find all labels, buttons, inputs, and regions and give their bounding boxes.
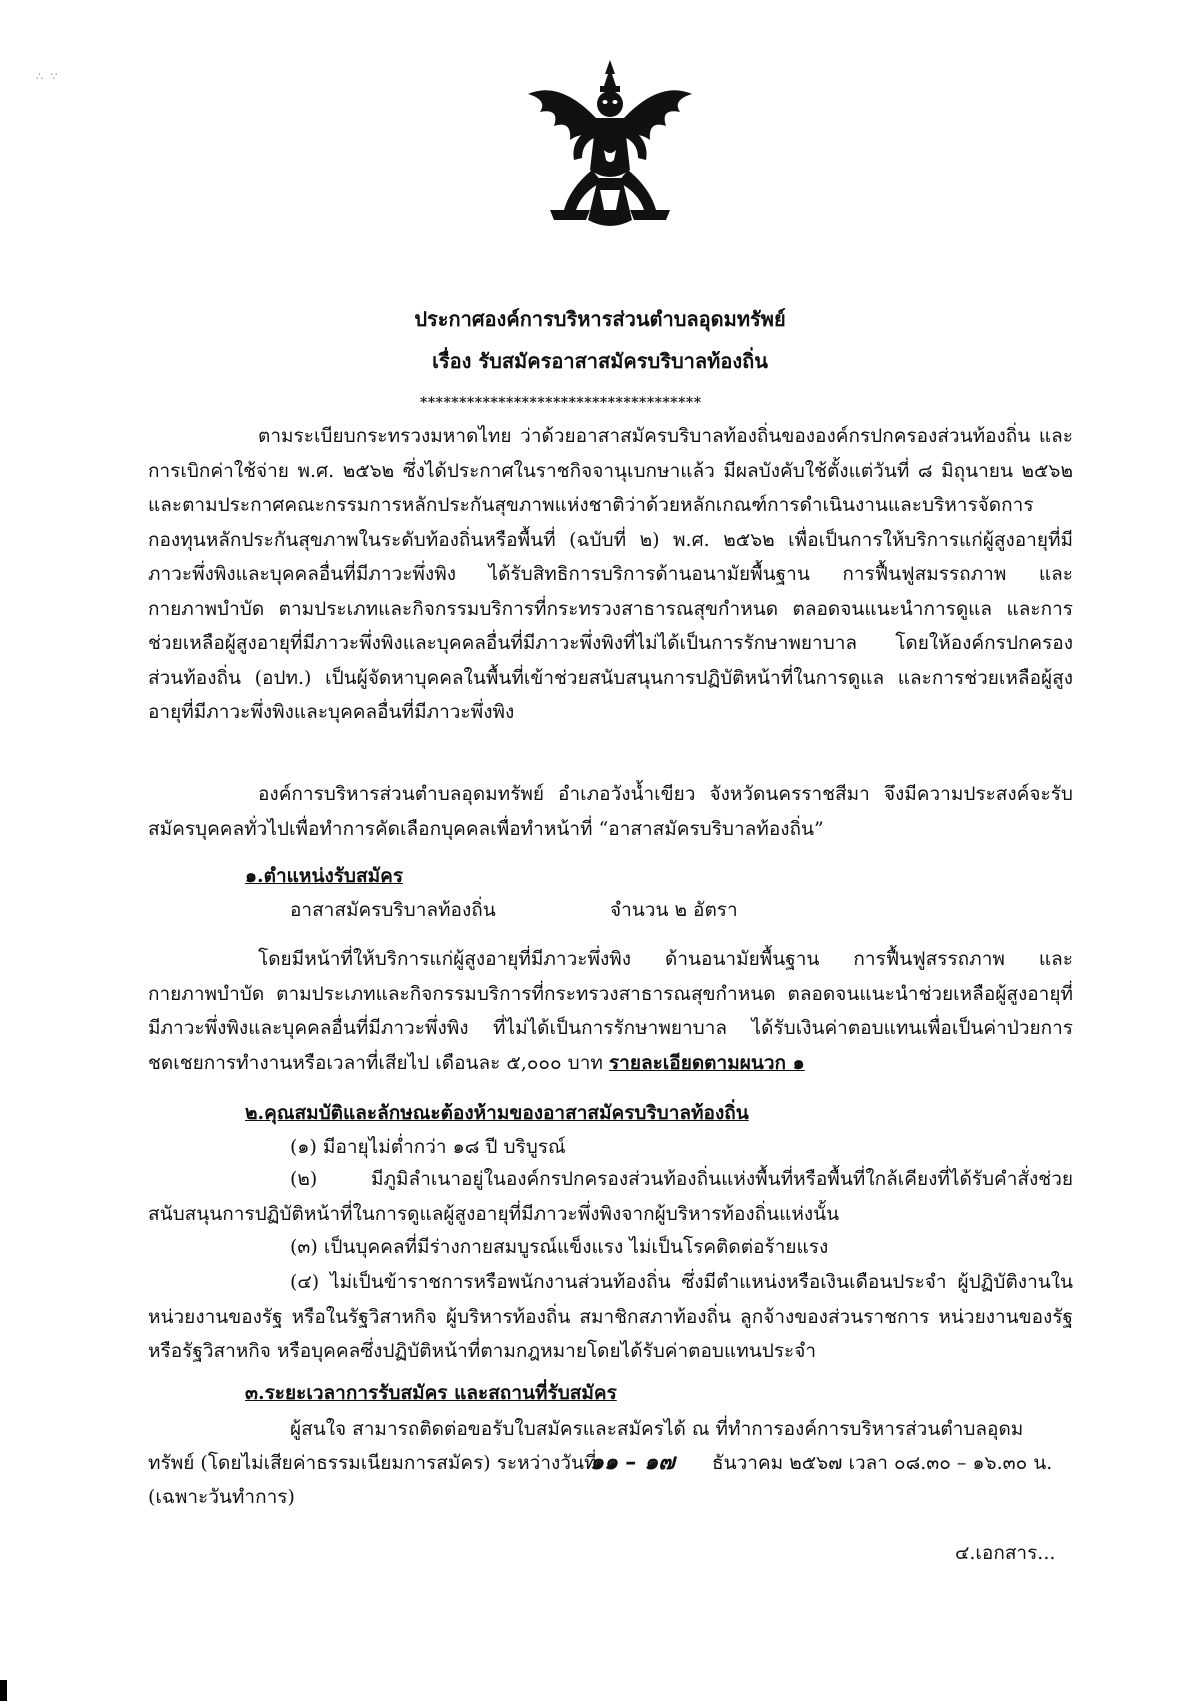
section1-heading: ๑.ตำแหน่งรับสมัคร [245, 865, 404, 887]
duty-text: โดยมีหน้าที่ให้บริการแก่ผู้สูงอายุที่มีภาวะพึ่งพิง ด้านอนามัยพื้นฐาน การฟื้นฟูสรรถภาพ และกายภาพบำบัด ตามประเภทและกิจกรรมบริการที่กระทรวงสาธารณสุขกำหนด ตลอดจนแนะนำช่วยเหลือผู้สูงอายุที่มีภาวะพึ่งพิงและบุคคลอื่นที่มีภาวะพึ่งพิง ที่ไม่ได้เป็นการรักษาพยาบาล ได้รับเงินค่าตอบแทนเพื่อเป็นค่าป่วยการชดเชยการทำงานหรือเวลาที่เสียไป เดือนละ ๕,๐๐๐ บาท [148, 948, 1073, 1074]
section3-heading: ๓.ระยะเวลาการรับสมัคร และสถานที่รับสมัคร [245, 1382, 617, 1404]
continuation-marker: ๔.เอกสาร... [955, 1542, 1056, 1564]
qualification-item: (๓) เป็นบุคคลที่มีร่างกายสมบูรณ์แข็งแรง ไม่เป็นโรคติดต่อร้ายแรง [290, 1236, 829, 1258]
scan-artifact: ∴ ∵ [36, 70, 60, 83]
garuda-emblem-icon [520, 60, 700, 235]
announcement-subject: เรื่อง รับสมัครอาสาสมัครบริบาลท้องถิ่น [432, 349, 768, 373]
intro-paragraph: ตามระเบียบกระทรวงมหาดไทย ว่าด้วยอาสาสมัครบริบาลท้องถิ่นขององค์กรปกครองส่วนท้องถิ่น และการเบิกค่าใช้จ่าย พ.ศ. ๒๕๖๒ ซึ่งได้ประกาศในราชกิจจานุเบกษาแล้ว มีผลบังคับใช้ตั้งแต่วันที่ ๘ มิถุนายน ๒๕๖๒ และตามประกาศคณะกรรมการหลักประกันสุขภาพแห่งชาติว่าด้วยหลักเกณฑ์การดำเนินงานและบริหารจัดการกองทุนหลักประกันสุขภาพในระดับท้องถิ่นหรือพื้นที่ (ฉบับที่ ๒) พ.ศ. ๒๕๖๒ เพื่อเป็นการให้บริการแก่ผู้สูงอายุที่มีภาวะพึ่งพิงและบุคคลอื่นที่มีภาวะพึ่งพิง ได้รับสิทธิการบริการด้านอนามัยพื้นฐาน การฟื้นฟูสมรรถภาพ และกายภาพบำบัด ตามประเภทและกิจกรรมบริการที่กระทรวงสาธารณสุขกำหนด ตลอดจนแนะนำการดูแล และการช่วยเหลือผู้สูงอายุที่มีภาวะพึ่งพิงและบุคคลอื่นที่มีภาวะพึ่งพิงที่ไม่ได้เป็นการรักษาพยาบาล โดยให้องค์กรปกครองส่วนท้องถิ่น (อปท.) เป็นผู้จัดหาบุคคลในพื้นที่เข้าช่วยสนับสนุนการปฏิบัติหน้าที่ในการดูแล และการช่วยเหลือผู้สูงอายุที่มีภาวะพึ่งพิงและบุคคลอื่นที่มีภาวะพึ่งพิง [148, 425, 1073, 723]
section1-description [148, 942, 1073, 1080]
qualification-item: (๔) ไม่เป็นข้าราชการหรือพนักงานส่วนท้องถิ่น ซึ่งมีตำแหน่งหรือเงินเดือนประจำ ผู้ปฏิบัติงานในหน่วยงานของรัฐ หรือในรัฐวิสาหกิจ ผู้บริหารท้องถิ่น สมาชิกสภาท้องถิ่น ลูกจ้างของส่วนราชการ หน่วยงานของรัฐหรือรัฐวิสาหกิจ หรือบุคคลซึ่งปฏิบัติหน้าที่ตามกฎหมายโดยได้รับค่าตอบแทนประจำ [148, 1271, 1073, 1362]
application-period-b: ธันวาคม ๒๕๖๗ เวลา ๐๘.๓๐ – ๑๖.๓๐ น. [712, 1452, 1053, 1474]
working-days-note: (เฉพาะวันทำการ) [148, 1486, 295, 1508]
position-name: อาสาสมัครบริบาลท้องถิ่น [290, 899, 496, 921]
announcement-title: ประกาศองค์การบริหารส่วนตำบลอุดมทรัพย์ [414, 307, 786, 331]
purpose-paragraph: องค์การบริหารส่วนตำบลอุดมทรัพย์ อำเภอวังน้ำเขียว จังหวัดนครราชสีมา จึงมีความประสงค์จะรับสมัครบุคคลทั่วไปเพื่อทำการคัดเลือกบุคคลเพื่อทำหน้าที่ “อาสาสมัครบริบาลท้องถิ่น” [148, 783, 1073, 840]
application-info: ผู้สนใจ สามารถติดต่อขอรับใบสมัครและสมัครได้ ณ ที่ทำการองค์การบริหารส่วนตำบลอุดม [290, 1418, 1024, 1440]
handwritten-date: ๑๑ – ๑๗ [590, 1450, 675, 1475]
title-separator: ************************************ [420, 395, 702, 411]
scan-edge-mark [0, 1680, 7, 1701]
qualification-item: (๑) มีอายุไม่ต่ำกว่า ๑๘ ปี บริบูรณ์ [290, 1136, 566, 1158]
attachment-reference: รายละเอียดตามผนวก ๑ [608, 1051, 805, 1074]
position-count: จำนวน ๒ อัตรา [610, 899, 738, 921]
qualification-item: (๒) มีภูมิลำเนาอยู่ในองค์กรปกครองส่วนท้องถิ่นแห่งพื้นที่หรือพื้นที่ใกล้เคียงที่ได้รับคำสั่งช่วยสนับสนุนการปฏิบัติหน้าที่ในการดูแลผู้สูงอายุที่มีภาวะพึ่งพิงจากผู้บริหารท้องถิ่นแห่งนั้น [148, 1168, 1073, 1225]
section2-heading: ๒.คุณสมบัติและลักษณะต้องห้ามของอาสาสมัครบริบาลท้องถิ่น [245, 1102, 749, 1124]
application-period-a: ทรัพย์ (โดยไม่เสียค่าธรรมเนียมการสมัคร) ระหว่างวันที่ [148, 1452, 597, 1474]
